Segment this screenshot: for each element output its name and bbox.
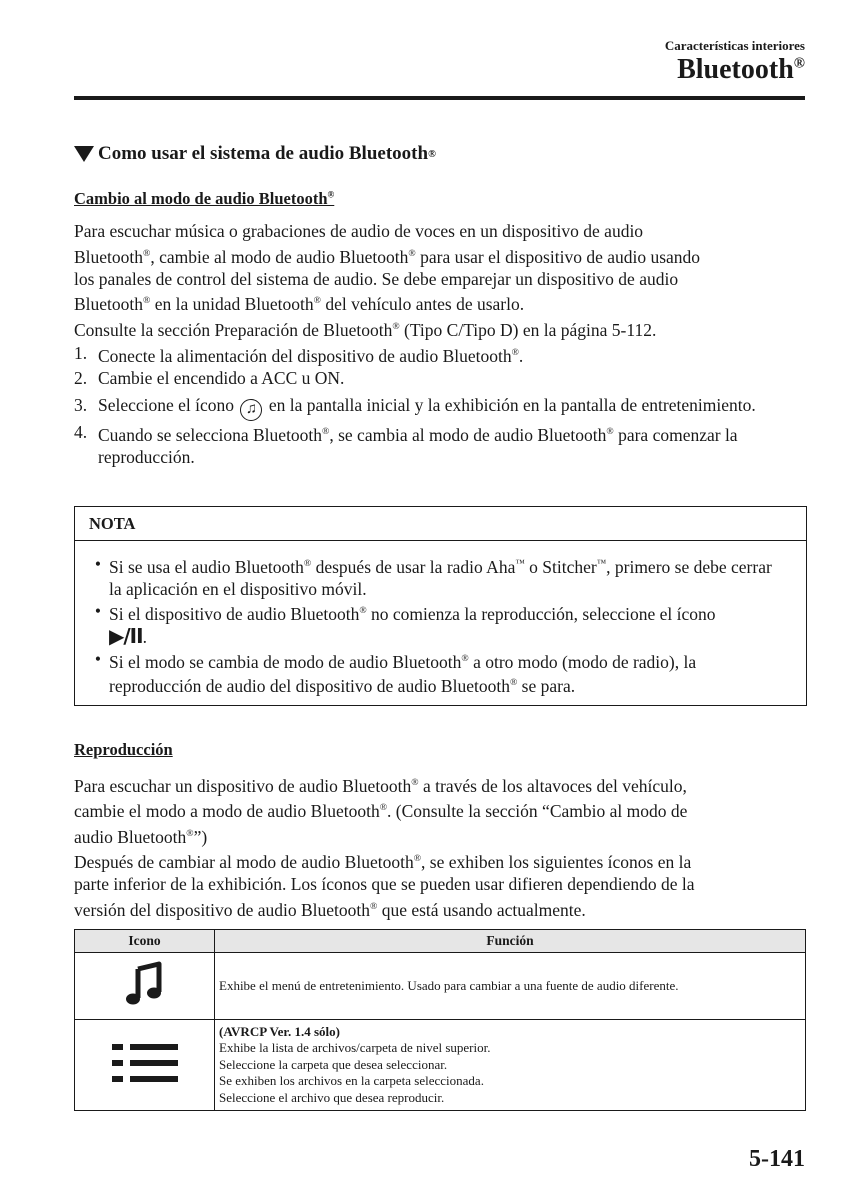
step-item: 4. Cuando se selecciona Bluetooth®, se cambia al modo de audio Bluetooth® para comenzar la reproducción. xyxy=(74,421,738,468)
note-item: • Si el modo se cambia de modo de audio Bluetooth® a otro modo (modo de radio), la reproducción de audio del dispositivo de audio Bluetooth® se para. xyxy=(94,648,697,697)
section-heading: Como usar el sistema de audio Bluetooth ® xyxy=(74,143,436,165)
list-icon xyxy=(110,1041,180,1085)
music-note-icon xyxy=(125,961,165,1007)
play-pause-icon: ▶/II xyxy=(109,623,143,648)
running-section-title: Características interiores xyxy=(664,38,805,53)
step-item: 3. Seleccione el ícono ♫ en la pantalla inicial y la exhibición en la pantalla de entretenimiento. xyxy=(74,394,809,421)
intro-paragraph: Para escuchar música o grabaciones de audio de voces en un dispositivo de audio Bluetooth®, cambie al modo de audio Bluetooth® para usar el dispositivo de audio usando los panales de control del sistema de audio. Se debe emparejar un dispositivo de audio Bluetooth® en la unidad Bluetooth® del vehículo antes de usarlo. Consulte la sección Preparación de Bluetooth® (Tipo C/Tipo D) en la página 5-112. xyxy=(74,221,701,340)
note-box xyxy=(74,506,807,706)
note-item: • Si se usa el audio Bluetooth® después de usar la radio Aha™ o Stitcher™, primero se debe cerrar la aplicación en el dispositivo móvil. xyxy=(94,554,772,599)
playback-paragraph: Para escuchar un dispositivo de audio Bluetooth® a través de los altavoces del vehículo, cambie el modo a modo de audio Bluetooth®. (Consulte la sección “Cambio al modo de audio Bluetooth®”) Después de cambiar al modo de audio Bluetooth®, se exhiben los siguientes íconos en la parte inferior de la exhibición. Los íconos que se pueden usar difieren dependiendo de la versión del dispositivo de audio Bluetooth® que está usando actualmente. xyxy=(74,775,695,920)
table-row xyxy=(75,1020,806,1111)
subheading-mode-change: Cambio al modo de audio Bluetooth® xyxy=(74,189,335,208)
steps-list xyxy=(74,342,809,469)
step-item: 1. Conecte la alimentación del dispositivo de audio Bluetooth®. xyxy=(74,343,524,366)
note-title: NOTA xyxy=(75,507,806,541)
header-divider xyxy=(74,96,805,100)
table-header-icon: Icono xyxy=(75,930,215,953)
page-number: 5-141 xyxy=(749,1146,805,1172)
note-item: • Si el dispositivo de audio Bluetooth® no comienza la reproducción, seleccione el ícono ▶/II. xyxy=(94,600,716,648)
icon-function-table xyxy=(74,929,806,1111)
triangle-marker-icon xyxy=(74,146,94,162)
table-header-function: Función xyxy=(215,930,806,953)
subheading-playback: Reproducción xyxy=(74,740,173,759)
music-note-icon: ♫ xyxy=(240,399,262,421)
table-row xyxy=(75,953,806,1020)
table-cell-function: (AVRCP Ver. 1.4 sólo) Exhibe la lista de archivos/carpeta de nivel superior. Seleccione la carpeta que desea seleccionar. Se exhiben los archivos en la carpeta seleccionada. Seleccione el archivo que desea reproducir. xyxy=(215,1020,806,1111)
step-item: 2. Cambie el encendido a ACC u ON. xyxy=(74,368,345,389)
table-cell-function: Exhibe el menú de entretenimiento. Usado para cambiar a una fuente de audio diferente. xyxy=(215,953,806,1020)
page-title: Bluetooth® xyxy=(677,54,805,85)
